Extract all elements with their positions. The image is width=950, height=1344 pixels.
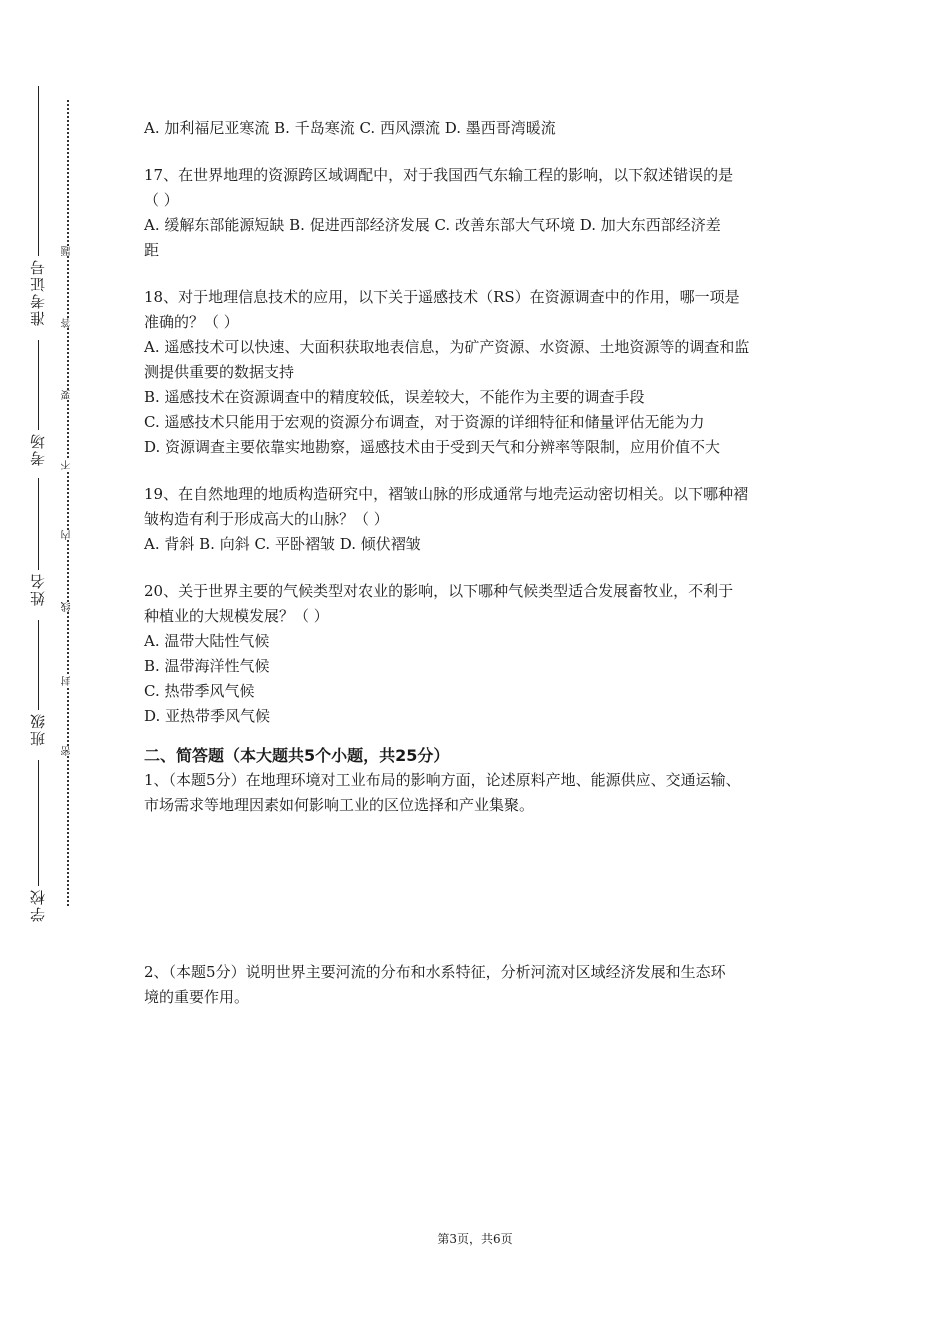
question-line: C. 热带季风气候 <box>144 682 255 700</box>
question-line: （ ） <box>144 191 179 209</box>
question-line: C. 遥感技术只能用于宏观的资源分布调查，对于资源的详细特征和储量评估无能为力 <box>144 413 705 431</box>
question-line: D. 亚热带季风气候 <box>144 707 271 725</box>
seal-char: 线 <box>62 602 73 612</box>
label-class: 班级 <box>29 712 47 746</box>
seal-char: 内 <box>62 530 73 540</box>
seal-char: 封 <box>62 676 73 686</box>
question-line: 境的重要作用。 <box>144 988 250 1006</box>
question-line: B. 遥感技术在资源调查中的精度较低，误差较大，不能作为主要的调查手段 <box>144 388 645 406</box>
question-line: A. 缓解东部能源短缺 B. 促进西部经济发展 C. 改善东部大气环境 D. 加大东西部经济差 <box>144 216 721 234</box>
label-name: 姓名 <box>29 572 47 606</box>
question-line: 19、在自然地理的地质构造研究中，褶皱山脉的形成通常与地壳运动密切相关。以下哪种褶 <box>144 485 749 503</box>
seal-char: 答 <box>62 318 73 328</box>
question-line: A. 加利福尼亚寒流 B. 千岛寒流 C. 西风漂流 D. 墨西哥湾暖流 <box>144 119 556 137</box>
question-line: A. 温带大陆性气候 <box>144 632 270 650</box>
margin-line <box>38 86 39 256</box>
margin-line <box>38 760 39 886</box>
question-line: 皱构造有利于形成高大的山脉？（ ） <box>144 510 389 528</box>
page-number: 第3页，共6页 <box>437 1232 513 1246</box>
short-answer-2 <box>144 960 814 1010</box>
question-17 <box>144 163 814 263</box>
short-answer-1 <box>144 768 814 960</box>
question-line: A. 背斜 B. 向斜 C. 平卧褶皱 D. 倾伏褶皱 <box>144 535 421 553</box>
question-line: B. 温带海洋性气候 <box>144 657 270 675</box>
question-line: 1、（本题5分）在地理环境对工业布局的影响方面，论述原料产地、能源供应、交通运输、 <box>144 771 741 789</box>
seal-dotted-line <box>67 100 69 906</box>
margin-line <box>38 478 39 570</box>
question-line: 准确的？（ ） <box>144 313 239 331</box>
question-18 <box>144 285 814 460</box>
margin-line <box>38 620 39 710</box>
label-exam-number: 准考证号 <box>29 258 47 326</box>
question-line: 种植业的大规模发展？（ ） <box>144 607 329 625</box>
seal-char: 要 <box>62 390 73 400</box>
question-line: A. 遥感技术可以快速、大面积获取地表信息，为矿产资源、水资源、土地资源等的调查和监 <box>144 338 750 356</box>
seal-char: 题 <box>62 246 73 256</box>
question-19 <box>144 482 814 557</box>
question-20 <box>144 579 814 729</box>
margin-line <box>38 340 39 430</box>
question-line: 测提供重要的数据支持 <box>144 363 295 381</box>
question-line: 18、对于地理信息技术的应用，以下关于遥感技术（RS）在资源调查中的作用，哪一项是 <box>144 288 740 306</box>
seal-char: 密 <box>62 746 73 756</box>
seal-char: 不 <box>62 460 73 470</box>
exam-content <box>144 116 814 1010</box>
question-line: 市场需求等地理因素如何影响工业的区位选择和产业集聚。 <box>144 796 535 814</box>
binding-margin <box>0 0 110 1344</box>
label-school: 学校 <box>29 888 47 922</box>
question-line: 距 <box>144 241 160 259</box>
label-exam-room: 考场 <box>29 432 47 466</box>
question-16-options <box>144 116 814 141</box>
question-line: 2、（本题5分）说明世界主要河流的分布和水系特征，分析河流对区域经济发展和生态环 <box>144 963 726 981</box>
question-line: D. 资源调查主要依靠实地勘察，遥感技术由于受到天气和分辨率等限制，应用价值不大 <box>144 438 721 456</box>
section-title: 二、简答题（本大题共5个小题，共25分） <box>144 746 450 765</box>
question-line: 17、在世界地理的资源跨区域调配中，对于我国西气东输工程的影响，以下叙述错误的是 <box>144 166 734 184</box>
question-line: 20、关于世界主要的气候类型对农业的影响，以下哪种气候类型适合发展畜牧业，不利于 <box>144 582 734 600</box>
